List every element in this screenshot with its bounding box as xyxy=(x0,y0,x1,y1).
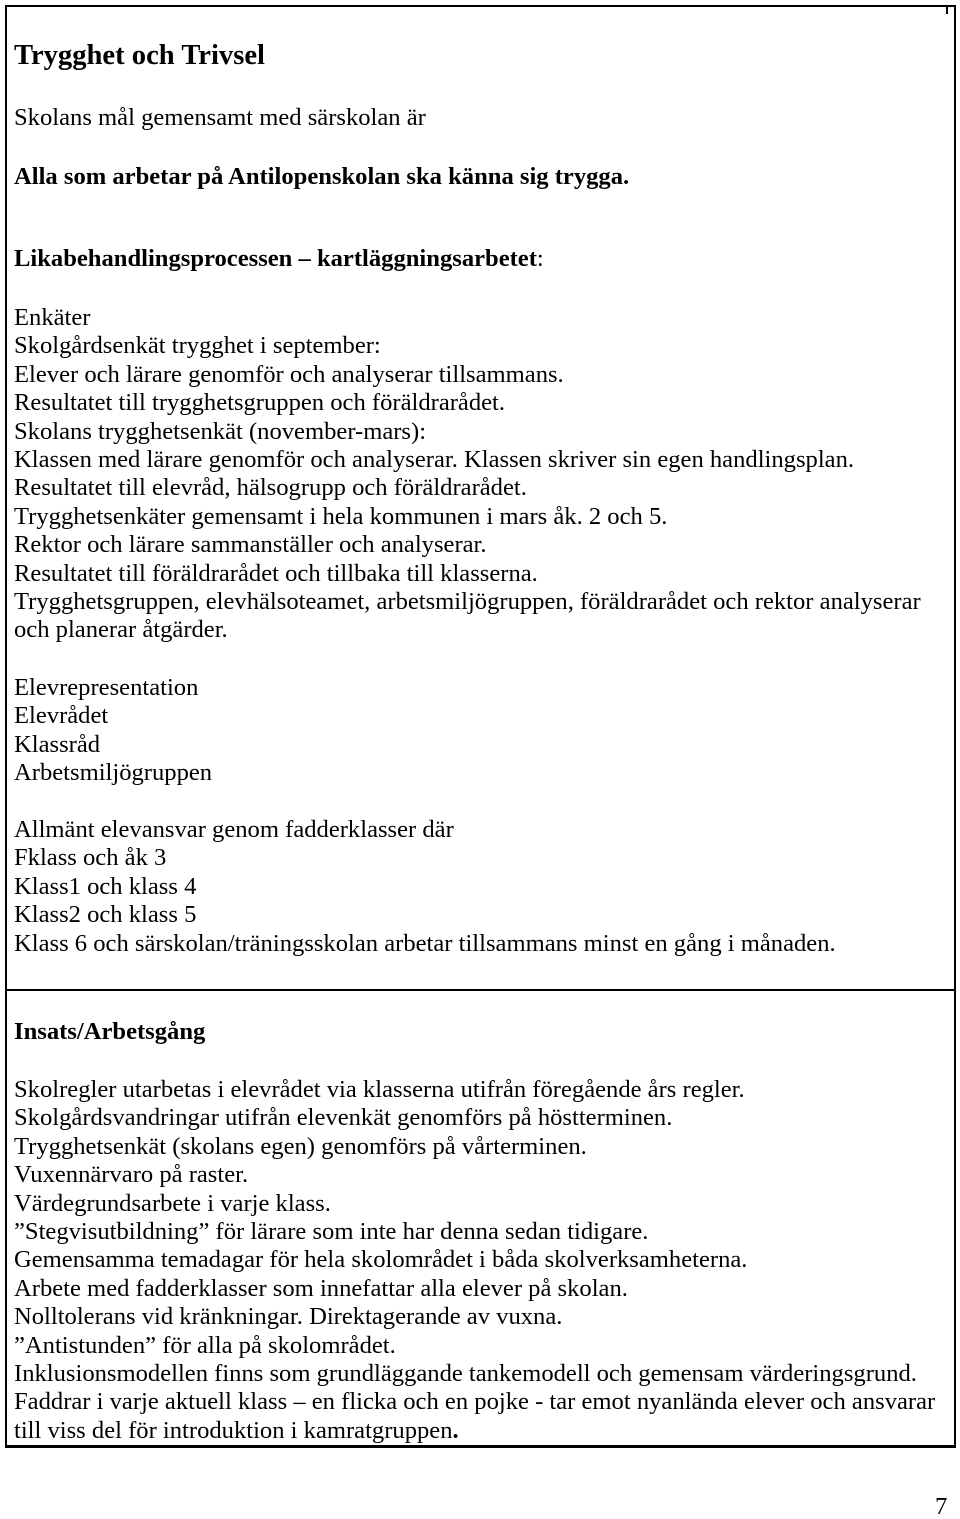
list-item: Klass1 och klass 4 xyxy=(14,872,197,900)
list-item: Skolregler utarbetas i elevrådet via klasserna utifrån föregående års regler. xyxy=(14,1076,745,1103)
list-item: Gemensamma temadagar för hela skolområdet i båda skolverksamheterna. xyxy=(14,1246,748,1274)
list-item-text: till viss del för introduktion i kamratgruppen xyxy=(14,1416,453,1444)
list-item: Elevrådet xyxy=(14,702,109,730)
survey-line: Resultatet till elevråd, hälsogrupp och föräldrarådet. xyxy=(14,474,527,502)
final-period: . xyxy=(452,1416,459,1444)
survey-block xyxy=(14,304,921,645)
survey-line: Resultatet till föräldrarådet och tillbaka till klasserna. xyxy=(14,559,538,587)
list-item: ”Stegvisutbildning” för lärare som inte har denna sedan tidigare. xyxy=(14,1217,649,1245)
section-title: Trygghet och Trivsel xyxy=(14,40,265,71)
survey-line: och planerar åtgärder. xyxy=(14,616,228,644)
sponsor-classes-heading: Allmänt elevansvar genom fadderklasser där xyxy=(14,816,454,843)
list-item: Vuxennärvaro på raster. xyxy=(14,1161,249,1189)
page-number: 7 xyxy=(935,1493,948,1519)
process-heading xyxy=(14,245,544,273)
list-item: Nolltolerans vid kränkningar. Direktagerande av vuxna. xyxy=(14,1303,563,1331)
list-item: Värdegrundsarbete i varje klass. xyxy=(14,1189,331,1217)
survey-line: Klassen med lärare genomför och analyserar. Klassen skriver sin egen handlingsplan. xyxy=(14,445,855,473)
list-item: Trygghetsenkät (skolans egen) genomförs på vårterminen. xyxy=(14,1132,587,1160)
list-item: Arbetsmiljögruppen xyxy=(14,759,213,787)
list-item: Faddrar i varje aktuell klass – en flicka och en pojke - tar emot nyanlända elever och ansvarar xyxy=(14,1388,936,1416)
student-representation-heading: Elevrepresentation xyxy=(14,674,199,701)
list-item-final xyxy=(14,1417,935,1445)
list-item: ”Antistunden” för alla på skolområdet. xyxy=(14,1331,396,1359)
survey-line: Skolgårdsenkät trygghet i september: xyxy=(14,332,381,360)
goal-statement: Alla som arbetar på Antilopenskolan ska känna sig trygga. xyxy=(14,163,630,190)
list-item: Inklusionsmodellen finns som grundläggande tankemodell och gemensam värderingsgrund. xyxy=(14,1359,917,1387)
survey-line: Trygghetsenkäter gemensamt i hela kommunen i mars åk. 2 och 5. xyxy=(14,502,668,530)
sponsor-classes-block xyxy=(14,816,836,958)
survey-line: Trygghetsgruppen, elevhälsoteamet, arbetsmiljögruppen, föräldrarådet och rektor analyserar xyxy=(14,587,921,615)
survey-line: Rektor och lärare sammanställer och analyserar. xyxy=(14,531,487,559)
process-heading-label: Likabehandlingsprocessen – kartläggningsarbetet xyxy=(14,245,537,272)
survey-line: Resultatet till trygghetsgruppen och föräldrarådet. xyxy=(14,389,506,417)
list-item: Klass2 och klass 5 xyxy=(14,901,197,929)
student-representation-block xyxy=(14,674,212,788)
survey-line: Elever och lärare genomför och analyserar tillsammans. xyxy=(14,360,564,388)
survey-line: Skolans trygghetsenkät (november-mars): xyxy=(14,417,427,445)
list-item: Skolgårdsvandringar utifrån elevenkät genomförs på höstterminen. xyxy=(14,1104,673,1132)
list-item: Klass 6 och särskolan/träningsskolan arbetar tillsammans minst en gång i månaden. xyxy=(14,929,836,957)
process-heading-colon: : xyxy=(536,245,544,272)
list-item: Fklass och åk 3 xyxy=(14,844,167,872)
survey-heading: Enkäter xyxy=(14,304,91,331)
list-item: Klassråd xyxy=(14,730,101,758)
goal-intro: Skolans mål gemensamt med särskolan är xyxy=(14,104,426,131)
section-title: Insats/Arbetsgång xyxy=(14,1018,206,1045)
section-insats-arbetsgang xyxy=(0,991,960,1446)
list-item: Arbete med fadderklasser som innefattar alla elever på skolan. xyxy=(14,1274,628,1302)
measures-list xyxy=(14,1076,935,1445)
